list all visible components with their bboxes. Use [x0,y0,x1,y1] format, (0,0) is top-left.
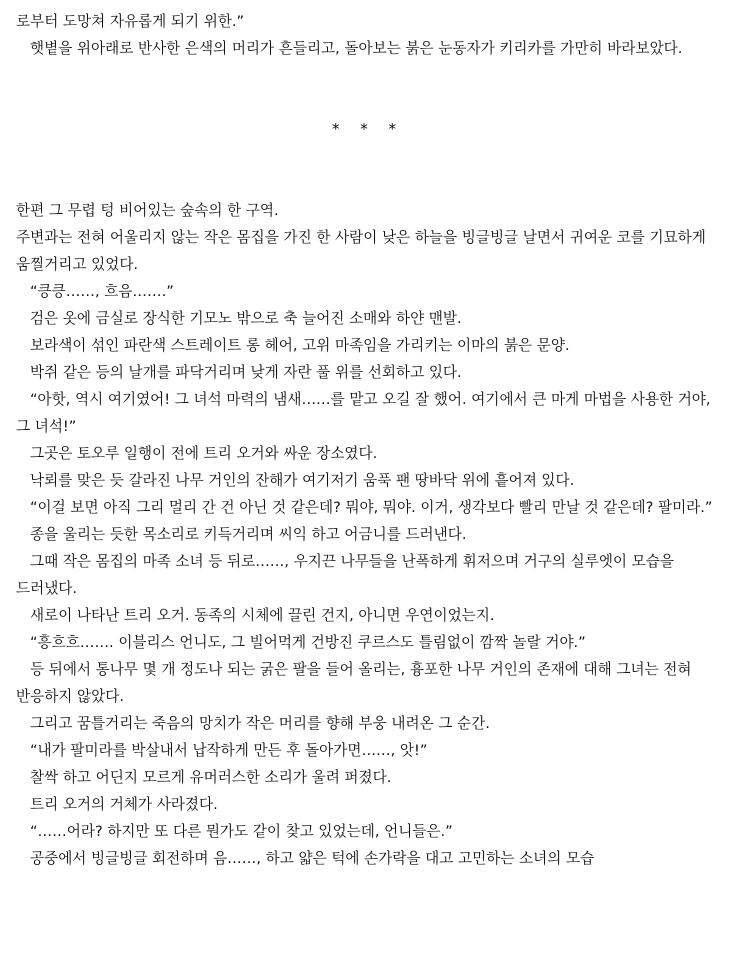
paragraph: 보라색이 섞인 파란색 스트레이트 롱 헤어, 고위 마족임을 가리키는 이마의 붉은 문양. [30,337,570,354]
vertical-spacer [16,143,720,197]
top-text-block [16,8,720,62]
paragraph: “이걸 보면 아직 그리 멀리 간 건 아닌 것 같은데? 뭐야, 뭐야. 이거, 생각보다 빨리 만날 것 같은데? 팔미라.” [30,499,713,516]
paragraph: “아핫, 역시 여기였어! 그 녀석 마력의 냄새……를 맡고 오길 잘 했어. 여기에서 큰 마게 마법을 사용한 거야, 그 녀석!” [16,391,711,435]
paragraph: 찰싹 하고 어딘지 모르게 유머러스한 소리가 울려 퍼졌다. [30,769,392,786]
paragraph: “흥흐흐……. 이블리스 언니도, 그 빌어먹게 건방진 쿠르스도 틀림없이 깜짝 놀랄 거야.” [30,634,586,651]
paragraph: “킁킁……, 흐음…….” [30,283,174,300]
paragraph: 박쥐 같은 등의 날개를 파닥거리며 낮게 자란 풀 위를 선회하고 있다. [30,364,462,381]
paragraph: 로부터 도망쳐 자유롭게 되기 위한.” [16,13,245,30]
paragraph: 그곳은 토오루 일행이 전에 트리 오거와 싸운 장소였다. [30,445,378,462]
paragraph: 그때 작은 몸집의 마족 소녀 등 뒤로……, 우지끈 나무들을 난폭하게 휘저으며 거구의 실루엣이 모습을 드러냈다. [16,553,674,597]
paragraph: 낙뢰를 맞은 듯 갈라진 나무 거인의 잔해가 여기저기 움푹 팬 땅바닥 위에 흩어져 있다. [30,472,575,489]
paragraph: 그리고 꿈틀거리는 죽음의 망치가 작은 머리를 향해 부웅 내려온 그 순간. [30,715,490,732]
paragraph: 주변과는 전혀 어울리지 않는 작은 몸집을 가진 한 사람이 낮은 하늘을 빙글빙글 날면서 귀여운 코를 기묘하게 움찔거리고 있었다. [16,229,706,273]
paragraph: 종을 울리는 듯한 목소리로 키득거리며 씨익 하고 어금니를 드러낸다. [30,526,467,543]
paragraph: 한편 그 무렵 텅 비어있는 숲속의 한 구역. [16,202,279,219]
paragraph: 검은 옷에 금실로 장식한 기모노 밖으로 축 늘어진 소매와 하얀 맨발. [30,310,462,327]
paragraph: 햇볕을 위아래로 반사한 은색의 머리가 흔들리고, 돌아보는 붉은 눈동자가 키리카를 가만히 바라보았다. [30,40,683,57]
paragraph: 공중에서 빙글빙글 회전하며 음……, 하고 얇은 턱에 손가락을 대고 고민하는 소녀의 모습 [30,850,595,867]
paragraph: “내가 팔미라를 박살내서 납작하게 만든 후 돌아가면……, 앗!” [30,742,428,759]
scene-divider: * * * [331,120,405,138]
paragraph: 새로이 나타난 트리 오거. 동족의 시체에 끌린 건지, 아니면 우연이었는지. [30,607,495,624]
vertical-spacer [16,62,720,116]
paragraph: 트리 오거의 거체가 사라졌다. [30,796,218,813]
paragraph: 등 뒤에서 통나무 몇 개 정도나 되는 굵은 팔을 들어 올리는, 흉포한 나무 거인의 존재에 대해 그녀는 전혀 반응하지 않았다. [16,661,692,705]
body-text-block [16,197,720,872]
paragraph: “……어라? 하지만 또 다른 뭔가도 같이 찾고 있었는데, 언니들은.” [30,823,453,840]
